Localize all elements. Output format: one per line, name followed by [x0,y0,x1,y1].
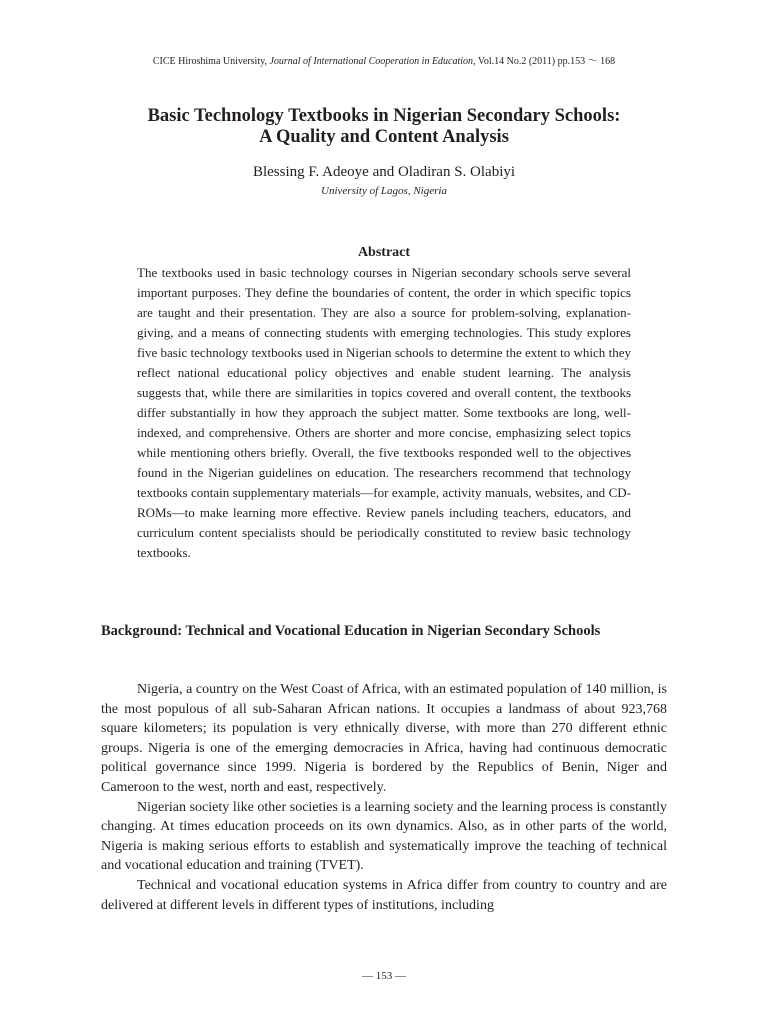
author-affiliation: University of Lagos, Nigeria [321,185,447,197]
title-line-2: A Quality and Content Analysis [259,127,509,147]
body-paragraph: Nigerian society like other societies is a learning society and the learning process is constantly changing. At times education proceeds on its own dynamics. Also, as in other parts of the world, Nigeria is making serious efforts to establish and systematically improve the teaching of technical and vocational education and training (TVET). [101,799,667,874]
author-list: Blessing F. Adeoye and Oladiran S. Olabiyi [252,164,516,180]
running-head-prefix: CICE Hiroshima University, [152,56,270,67]
article-title [60,106,708,148]
body-paragraph: Nigeria, a country on the West Coast of Africa, with an estimated population of 140 million, is the most populous of all sub-Saharan African nations. It occupies a landmass of about 923,768 square kilometers; its population is very ethnically diverse, with more than 270 different ethnic groups. Nigeria is one of the emerging democracies in Africa, having had continuous democratic political governance since 1999. Nigeria is bordered by the Republics of Benin, Niger and Cameroon to the west, north and east, respectively. [101,682,667,795]
section-body [101,680,667,915]
journal-name: Journal of International Cooperation in Education [269,56,474,67]
body-paragraph: Technical and vocational education systems in Africa differ from country to country and are delivered at different levels in different types of institutions, including [101,877,667,913]
abstract-heading: Abstract [357,245,411,260]
title-line-1: Basic Technology Textbooks in Nigerian Secondary Schools: [147,106,621,126]
abstract-text: The textbooks used in basic technology courses in Nigerian secondary schools serve several important purposes. They define the boundaries of content, the order in which specific topics are taught and their presentation. They are also a source for problem-solving, explanation-giving, and a means of connecting students with emerging technologies. This study explores five basic technology textbooks used in Nigerian schools to determine the extent to which they reflect national educational policy objectives and enable student learning. The analysis suggests that, while there are similarities in topics covered and overall content, the textbooks differ substantially in how they approach the subject matter. Some textbooks are long, well-indexed, and comprehensive. Others are shorter and more concise, emphasizing select topics while mentioning others briefly. Overall, the five textbooks responded well to the objectives found in the Nigerian guidelines on education. The researchers recommend that technology textbooks contain supplementary materials—for example, activity manuals, websites, and CD-ROMs—to make learning more effective. Review panels including teachers, educators, and curriculum content specialists should be periodically constituted to review basic technology textbooks. [137,265,631,560]
running-head-suffix: , Vol.14 No.2 (2011) pp.153 ～ 168 [473,56,616,67]
running-head [0,55,768,69]
section-heading: Background: Technical and Vocational Education in Nigerian Secondary Schools [101,623,601,639]
page-number: ― 153 ― [362,970,406,982]
